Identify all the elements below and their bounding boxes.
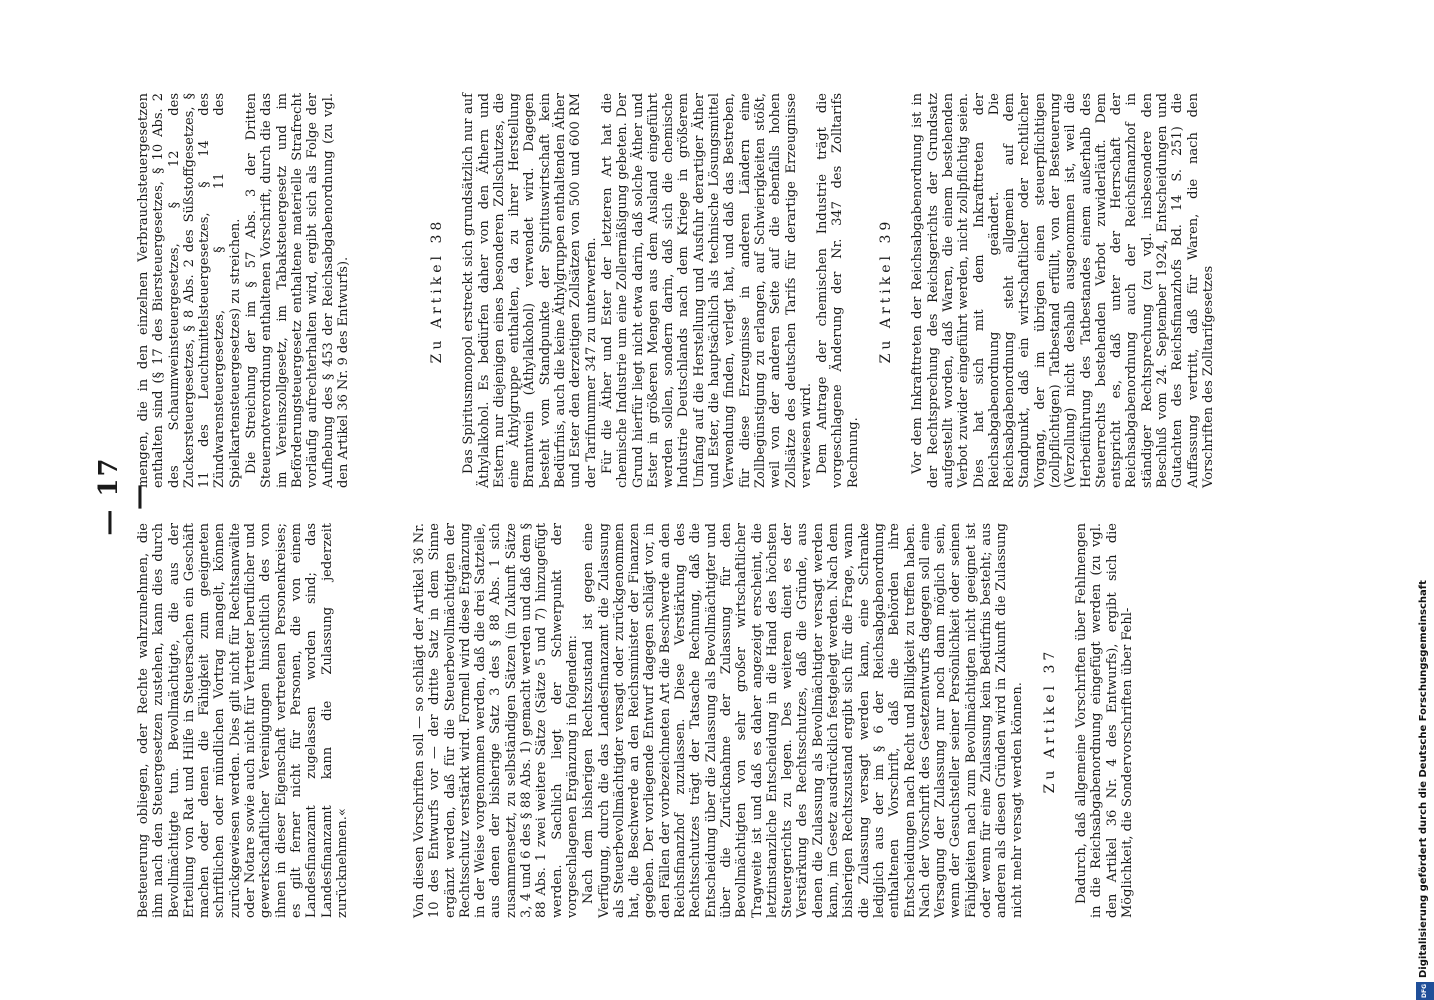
paragraph: Dadurch, daß allgemeine Vorschriften über Fehlmengen in die Reichsabgabenordnung eingefügt werden (zu vgl. den Artikel 36 Nr. 4 des Entwurfs), ergibt sich die Möglichkeit, die Sondervorschriften über Fehl-	[1074, 523, 1136, 918]
paragraph: Besteuerung obliegen, oder Rechte wahrzunehmen, die ihm nach den Steuergesetzen zustehen, kann dies durch Bevollmächtigte tun. Bevollmächtigte, die aus der Erteilung von Rat und Hilfe in Steuersachen ein Geschäft machen oder denen die Fähigkeit zum geeigneten schriftlichen oder mündlichen Vortrag mangelt, können zurückgewiesen werden. Dies gilt nicht für Rechtsanwälte oder Notare sowie auch nicht für Vertreter beruflicher und gewerkschaftlicher Vereinigungen hinsichtlich des von ihnen in dieser Eigenschaft vertretenen Personenkreises; es gilt ferner nicht für Personen, die von einem Landesfinanzamt zugelassen worden sind; das Landesfinanzamt kann die Zulassung jederzeit zurücknehmen.«	[136, 523, 350, 918]
heading-artikel-38: Zu Artikel 38	[429, 217, 445, 364]
heading-artikel-39: Zu Artikel 39	[878, 217, 895, 364]
digitization-credit-text: Digitalisierung gefördert durch die Deutsche Forschungsgemeinschaft	[1418, 580, 1429, 978]
heading-artikel-37: Zu Artikel 37	[1041, 647, 1058, 794]
paragraph: Nach dem bisherigen Rechtszustand ist gegen eine Verfügung, durch die das Landesfinanzamt die Zulassung als Steuerbevollmächtigter versagt oder zurückgenommen hat, die Beschwerde an den Reichsminister der Finanzen gegeben. Der vorliegende Entwurf dagegen schlägt vor, in den Fällen der vorbezeichneten Art die Beschwerde an den Reichsfinanzhof zuzulassen. Diese Verstärkung des Rechtsschutzes trägt der Tatsache Rechnung, daß die Entscheidung über die Zulassung als Bevollmächtigter und über die Zurücknahme der Zulassung für den Bevollmächtigten von sehr großer wirtschaftlicher Tragweite ist und daß es daher angezeigt erscheint, die letztinstanzliche Entscheidung in die Hand des höchsten Steuergerichts zu legen. Des weiteren dient es der Verstärkung des Rechtsschutzes, daß die Gründe, aus denen die Zulassung als Bevollmächtigter versagt werden kann, im Gesetz ausdrücklich festgelegt werden. Nach dem bisherigen Rechtszustand ergibt sich für die Frage, wann die Zulassung versagt werden kann, eine Schranke lediglich aus der im § 6 der Reichsabgabenordnung enthaltenen Vorschrift, daß die Behörden ihre Entscheidungen nach Recht und Billigkeit zu treffen haben. Nach der Vorschrift des Gesetzentwurfs dagegen soll eine Versagung der Zulassung nur noch dann möglich sein, wenn der Gesuchsteller seiner Persönlichkeit oder seinen Fähigkeiten nach zum Bevollmächtigten nicht geeignet ist oder wenn für eine Zulassung kein Bedürfnis besteht; aus anderen als diesen Gründen wird in Zukunft die Zulassung nicht mehr versagt werden können.	[581, 523, 1025, 918]
page-dash-right: —	[124, 482, 154, 510]
paragraph: Vor dem Inkrafttreten der Reichsabgabenordnung ist in der Rechtsprechung des Reichsgerichts der Grundsatz aufgestellt worden, daß Waren, die einem bestehenden Verbot zuwider eingeführt werden, nicht zollpflichtig seien. Dies hat sich mit dem Inkrafttreten der Reichsabgabenordnung geändert. Die Reichsabgabenordnung steht allgemein auf dem Standpunkt, daß ein wirtschaftlicher oder rechtlicher Vorgang, der im übrigen einen steuerpflichtigen (zollpflichtigen) Tatbestand erfüllt, von der Besteuerung (Verzollung) nicht deshalb ausgenommen ist, weil die Herbeiführung des Tatbestandes einem außerhalb des Steuerrechts bestehenden Verbot zuwiderläuft. Dem entspricht es, daß unter der Herrschaft der Reichsabgabenordnung auch der Reichsfinanzhof in ständiger Rechtsprechung (zu vgl. insbesondere den Beschluß vom 24. September 1924, Entscheidungen und Gutachten des Reichsfinanzhofs Bd. 14 S. 251) die Auffassung vertritt, daß für Waren, die nach den Vorschriften des Zolltarifgesetzes	[910, 93, 1216, 488]
page-number-value: 17	[94, 456, 124, 497]
column-left-top	[136, 523, 416, 918]
column-right-top	[136, 93, 416, 488]
paragraph: Die Streichung der im § 57 Abs. 3 der Dritten Steuernotverordnung enthaltenen Vorschrift, durch die das im Vereinszollgesetz, im Tabaksteuergesetz und im Beförderungsteuergesetz enthaltene materielle Strafrecht vorläufig aufrechterhalten wird, ergibt sich als Folge der Aufhebung des § 453 der Reichsabgabenordnung (zu vgl. den Artikel 36 Nr. 9 des Entwurfs).	[244, 93, 351, 488]
paragraph: Dem Antrage der chemischen Industrie trägt die vorgeschlagene Änderung der Nr. 347 des Zolltarifs Rechnung.	[815, 93, 861, 488]
page-dash-left: —	[94, 507, 124, 536]
paragraph: Das Spiritusmonopol erstreckt sich grundsätzlich nur auf Äthylalkohol. Es bedürfen daher von den Äthern und Estern nur diejenigen eines besonderen Zollschutzes, die eine Äthylgruppe enthalten, da zu ihrer Herstellung Branntwein (Äthylalkohol) verwendet wird. Dagegen besteht vom Standpunkte der Spirituswirtschaft kein Bedürfnis, auch die keine Äthylgruppen enthaltenden Äther und Ester den derzeitigen Zollsätzen von 500 und 600 RM der Tarifnummer 347 zu unterwerfen.	[461, 93, 599, 488]
paragraph: mengen, die in den einzelnen Verbrauchsteuergesetzen enthalten sind (§ 17 des Biersteuergesetzes, § 10 Abs. 2 des Schaumweinsteuergesetzes, § 12 des Zuckersteuergesetzes, § 8 Abs. 2 des Süßstoffgesetzes, § 11 des Leuchtmittelsteuergesetzes, § 14 des Zündwarensteuergesetzes, § 11 des Spielkartensteuergesetzes) zu streichen.	[136, 93, 243, 488]
paragraph: Für die Äther und Ester der letzteren Art hat die chemische Industrie um eine Zollermäßigung gebeten. Der Grund hierfür liegt nicht etwa darin, daß solche Äther und Ester in größeren Mengen aus dem Ausland eingeführt werden sollen, sondern darin, daß sich die chemische Industrie Deutschlands nach dem Kriege in größerem Umfang auf die Herstellung und Ausfuhr derartiger Äther und Ester, die hauptsächlich als technische Lösungsmittel Verwendung finden, verlegt hat, und daß das Bestreben, für diese Erzeugnisse in anderen Ländern eine Zollbegünstigung zu erlangen, auf Schwierigkeiten stößt, weil von der anderen Seite auf die ebenfalls hohen Zollsätze des deutschen Tarifs für derartige Erzeugnisse verwiesen wird.	[599, 93, 814, 488]
column-left-bottom	[412, 523, 1136, 918]
dfg-logo-icon: DFG	[1416, 982, 1434, 1000]
digitization-credit-inner	[1416, 0, 1434, 1000]
digitization-credit-bar	[1416, 0, 1434, 1000]
paragraph: Von diesen Vorschriften soll — so schlägt der Artikel 36 Nr. 10 des Entwurfs vor — der dritte Satz in dem Sinne ergänzt werden, daß für die Steuerbevollmächtigten der Rechtsschutz verstärkt wird. Formell wird diese Ergänzung in der Weise vorgenommen werden, daß die drei Satzteile, aus denen der bisherige Satz 3 des § 88 Abs. 1 sich zusammensetzt, zu selbständigen Sätzen (in Zukunft Sätze 3, 4 und 6 des § 88 Abs. 1) gemacht werden und daß dem § 88 Abs. 1 zwei weitere Sätze (Sätze 5 und 7) hinzugefügt werden. Sachlich liegt der Schwerpunkt der vorgeschlagenen Ergänzung in folgendem:	[412, 523, 580, 918]
column-right-bottom	[412, 93, 1216, 488]
